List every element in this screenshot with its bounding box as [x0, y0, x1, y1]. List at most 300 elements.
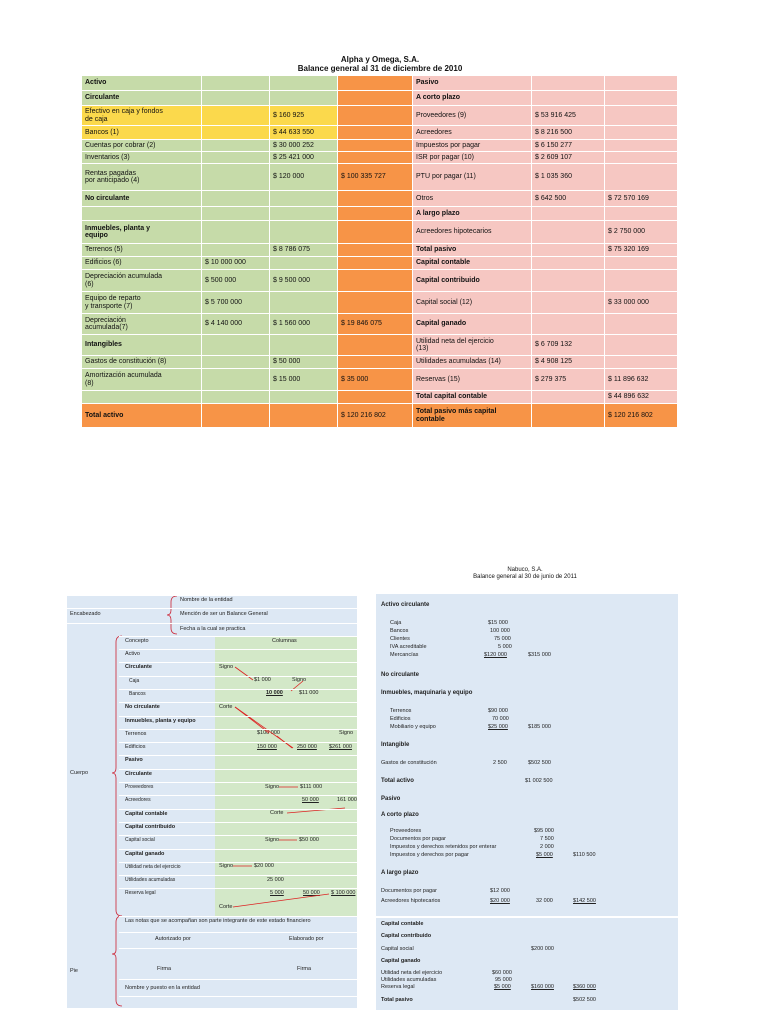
- val-50000: 50 000: [302, 797, 319, 803]
- template-row-line: [119, 729, 357, 730]
- activo-cell: [202, 126, 270, 140]
- pasivo-cell: $ 75 320 169: [605, 244, 678, 257]
- template-row-label: Caja: [129, 677, 140, 684]
- impuestos-retenidos-value: 2 000: [540, 844, 554, 850]
- balance-row: [82, 221, 678, 244]
- caja-value: $15 000: [488, 620, 508, 626]
- val-250000: 250 000: [297, 744, 317, 750]
- pasivo-cell: Otros: [413, 191, 532, 207]
- pasivo-cell: [605, 164, 678, 191]
- signo-label-3: Signo: [339, 730, 354, 736]
- activo-cell: [270, 404, 338, 428]
- pasivo-cell: Utilidades acumuladas (14): [413, 356, 532, 369]
- firma-label-1: Firma: [157, 966, 172, 972]
- activo-cell: [202, 76, 270, 91]
- pasivo-cell: [532, 91, 605, 106]
- inmuebles-total: $185 000: [528, 724, 551, 730]
- gastos-value-2: $502 500: [528, 760, 551, 766]
- pasivo-cell: Proveedores (9): [413, 106, 532, 126]
- template-row-line: [119, 676, 357, 677]
- pasivo-cell: $ 1 035 360: [532, 164, 605, 191]
- proveedores-label: Proveedores: [390, 828, 422, 834]
- mobiliario-value: $25 000: [488, 724, 508, 730]
- val-100000b: $ 100 000: [331, 890, 356, 896]
- template-row-label: Capital contable: [125, 810, 168, 817]
- pasivo-cell: Acreedores: [413, 126, 532, 140]
- pasivo-cell: $ 120 216 802: [605, 404, 678, 428]
- activo-cell: [82, 207, 202, 221]
- pasivo-cell: Impuestos por pagar: [413, 140, 532, 152]
- activo-cell: [338, 106, 413, 126]
- balance-row: [82, 164, 678, 191]
- activo-cell: [202, 221, 270, 244]
- template-row-line: [119, 822, 357, 823]
- template-row-line: [119, 875, 357, 876]
- signo-label-2: Signo: [292, 677, 307, 683]
- mercancias-value: $120 000: [484, 652, 507, 658]
- nabuco-subtitle: Balance general al 30 de junio de 2011: [473, 574, 577, 580]
- pasivo-cell: PTU por pagar (11): [413, 164, 532, 191]
- activo-cell: $ 35 000: [338, 369, 413, 391]
- activo-cell: [338, 244, 413, 257]
- template-divider: [119, 948, 357, 949]
- pasivo-cell: [605, 91, 678, 106]
- doc-largo-value: $12 000: [490, 888, 510, 894]
- template-row-line: [119, 835, 357, 836]
- total-activo-label: Total activo: [381, 778, 414, 784]
- pasivo-cell: [532, 314, 605, 335]
- bancos-label: Bancos: [390, 628, 409, 634]
- nabuco-balance-part2: [376, 918, 678, 1010]
- pasivo-cell: $ 11 896 632: [605, 369, 678, 391]
- template-divider: [67, 623, 357, 624]
- activo-cell: [270, 257, 338, 270]
- balance-title: [82, 55, 678, 73]
- largo-plazo-subtotal: 32 000: [536, 898, 553, 904]
- activo-cell: Efectivo en caja y fondos de caja: [82, 106, 202, 126]
- signo-label-1: Signo: [219, 664, 234, 670]
- pasivo-cell: [605, 356, 678, 369]
- pasivo-cell: Total pasivo: [413, 244, 532, 257]
- activo-cell: [338, 191, 413, 207]
- balance-template-diagram: [67, 596, 357, 1008]
- template-row-line: [119, 888, 357, 889]
- activo-cell: [270, 221, 338, 244]
- iva-label: IVA acreditable: [390, 644, 427, 650]
- activo-cell: [202, 335, 270, 356]
- pasivo-cell: Capital ganado: [413, 314, 532, 335]
- acre-hip-value: $20 000: [490, 898, 510, 904]
- activo-cell: [270, 76, 338, 91]
- val-150000: 150 000: [257, 744, 277, 750]
- pasivo-cell: $ 6 709 132: [532, 335, 605, 356]
- activo-cell: Inventarios (3): [82, 152, 202, 164]
- template-brackets-arrows: [67, 596, 357, 1008]
- template-row-line: [119, 849, 357, 850]
- activo-cell: $ 1 560 000: [270, 314, 338, 335]
- activo-cell: $ 5 700 000: [202, 292, 270, 314]
- activo-cell: $ 500 000: [202, 270, 270, 292]
- balance-subtitle: Balance general al 31 de diciembre de 2010: [297, 64, 463, 73]
- capital-contable-heading: Capital contable: [381, 921, 424, 927]
- activo-cell: Intangibles: [82, 335, 202, 356]
- pasivo-cell: [532, 221, 605, 244]
- pasivo-cell: [532, 404, 605, 428]
- activo-cell: [202, 207, 270, 221]
- pasivo-cell: [532, 207, 605, 221]
- pasivo-cell: Capital contable: [413, 257, 532, 270]
- doc-largo-label: Documentos por pagar: [381, 888, 437, 894]
- pasivo-cell: $ 279 375: [532, 369, 605, 391]
- reserva-label: Reserva legal: [381, 984, 415, 990]
- balance-row: [82, 369, 678, 391]
- template-row-label: Proveedores: [125, 784, 154, 790]
- pasivo-cell: $ 8 216 500: [532, 126, 605, 140]
- largo-plazo-total: $142 500: [573, 898, 596, 904]
- activo-cell: [270, 91, 338, 106]
- val-50000c: 50 000: [303, 890, 320, 896]
- reserva-value: $5 000: [494, 984, 511, 990]
- template-row-label: Pasivo: [125, 757, 143, 764]
- template-row-label: Capital ganado: [125, 850, 165, 857]
- activo-circulante-heading: Activo circulante: [381, 602, 430, 608]
- pasivo-cell: $ 72 570 169: [605, 191, 678, 207]
- pasivo-cell: [605, 335, 678, 356]
- capital-ganado-total: $160 000: [531, 984, 554, 990]
- clientes-value: 75 000: [494, 636, 511, 642]
- pasivo-cell: [532, 292, 605, 314]
- pasivo-cell: $ 4 908 125: [532, 356, 605, 369]
- balance-row: [82, 314, 678, 335]
- pasivo-cell: $ 2 750 000: [605, 221, 678, 244]
- activo-cell: [202, 191, 270, 207]
- pasivo-cell: Reservas (15): [413, 369, 532, 391]
- mobiliario-label: Mobiliario y equipo: [390, 724, 436, 730]
- pasivo-cell: A largo plazo: [413, 207, 532, 221]
- activo-cell: Activo: [82, 76, 202, 91]
- activo-cell: [202, 391, 270, 404]
- pasivo-cell: $ 6 150 277: [532, 140, 605, 152]
- activo-cell: [338, 207, 413, 221]
- pasivo-cell: $ 2 609 107: [532, 152, 605, 164]
- template-row-label: Utilidad neta del ejercicio: [125, 863, 181, 870]
- activo-cell: [338, 292, 413, 314]
- bancos-value: 100 000: [490, 628, 510, 634]
- signo-label-5: Signo: [265, 837, 280, 843]
- autorizado-label: Autorizado por: [155, 936, 191, 942]
- balance-row: [82, 292, 678, 314]
- template-row-label: Activo: [125, 651, 140, 657]
- val-261000: $261 000: [329, 744, 352, 750]
- balance-row: [82, 191, 678, 207]
- template-row-line: [119, 782, 357, 783]
- elaborado-label: Elaborado por: [289, 936, 324, 942]
- activo-cell: [338, 257, 413, 270]
- pasivo-cell: $ 53 916 425: [532, 106, 605, 126]
- template-row-label: Terrenos: [125, 730, 147, 737]
- circulante-total: $315 000: [528, 652, 551, 658]
- balance-row: [82, 270, 678, 292]
- capital-ganado-heading: Capital ganado: [381, 958, 421, 964]
- util-acum-label: Utilidades acumuladas: [381, 977, 437, 983]
- activo-cell: Edificios (6): [82, 257, 202, 270]
- no-circulante-heading: No circulante: [381, 672, 420, 678]
- pasivo-cell: Total capital contable: [413, 391, 532, 404]
- template-row-line: [119, 742, 357, 743]
- template-row-label: Circulante: [125, 664, 152, 671]
- balance-row: [82, 404, 678, 428]
- balance-row: [82, 140, 678, 152]
- balance-row: [82, 126, 678, 140]
- val-111000: $111 000: [300, 784, 323, 790]
- template-row-label: Utilidades acumuladas: [125, 877, 176, 884]
- pasivo-cell: [605, 76, 678, 91]
- activo-cell: $ 44 633 550: [270, 126, 338, 140]
- activo-cell: Terrenos (5): [82, 244, 202, 257]
- template-divider: [119, 916, 357, 917]
- impuestos-retenidos-label: Impuestos y derechos retenidos por enterar: [390, 844, 497, 850]
- nabuco-company: Nabuco, S.A.: [507, 567, 543, 573]
- activo-cell: $ 4 140 000: [202, 314, 270, 335]
- impuestos-pagar-value: $5 000: [536, 852, 553, 858]
- template-row-line: [119, 662, 357, 663]
- balance-row: [82, 391, 678, 404]
- capital-social-label: Capital social: [381, 946, 414, 952]
- template-divider: [119, 636, 357, 637]
- gastos-label: Gastos de constitución: [381, 760, 437, 766]
- activo-cell: [270, 292, 338, 314]
- activo-cell: Rentas pagadas por anticipado (4): [82, 164, 202, 191]
- documentos-value: 7 500: [540, 836, 554, 842]
- pasivo-cell: Pasivo: [413, 76, 532, 91]
- activo-cell: [202, 369, 270, 391]
- pasivo-cell: Capital social (12): [413, 292, 532, 314]
- pasivo-cell: Acreedores hipotecarios: [413, 221, 532, 244]
- activo-cell: [270, 207, 338, 221]
- pasivo-heading: Pasivo: [381, 796, 401, 802]
- pasivo-cell: [532, 270, 605, 292]
- corto-plazo-total: $110 500: [573, 852, 596, 858]
- template-row-line: [119, 649, 357, 650]
- pasivo-cell: [532, 391, 605, 404]
- edificios-value: 70 000: [492, 716, 509, 722]
- val-1000: $1 000: [254, 677, 271, 683]
- val-20000: $20 000: [254, 863, 274, 869]
- template-divider: [119, 932, 357, 933]
- activo-cell: [338, 76, 413, 91]
- foot-note: Las notas que se acompañan son parte integrante de este estado financiero: [125, 918, 311, 924]
- activo-cell: Circulante: [82, 91, 202, 106]
- signo-label-4: Signo: [265, 784, 280, 790]
- activo-cell: $ 160 925: [270, 106, 338, 126]
- pasivo-cell: [605, 106, 678, 126]
- val-5000: 5 000: [270, 890, 284, 896]
- activo-cell: $ 10 000 000: [202, 257, 270, 270]
- activo-cell: Equipo de reparto y transporte (7): [82, 292, 202, 314]
- template-row-line: [119, 809, 357, 810]
- activo-cell: $ 15 000: [270, 369, 338, 391]
- pasivo-cell: Utilidad neta del ejercicio (13): [413, 335, 532, 356]
- activo-cell: No circulante: [82, 191, 202, 207]
- activo-cell: [202, 404, 270, 428]
- util-acum-value: 95 000: [495, 977, 512, 983]
- val-25000: 25 000: [267, 877, 284, 883]
- balance-sheet-table: [82, 76, 678, 429]
- corto-plazo-heading: A corto plazo: [381, 812, 419, 818]
- impuestos-pagar-label: Impuestos y derechos por pagar: [390, 852, 469, 858]
- activo-cell: Bancos (1): [82, 126, 202, 140]
- activo-cell: [202, 152, 270, 164]
- activo-cell: [338, 152, 413, 164]
- activo-cell: [338, 140, 413, 152]
- activo-cell: [202, 106, 270, 126]
- balance-row: [82, 335, 678, 356]
- activo-cell: $ 8 786 075: [270, 244, 338, 257]
- activo-cell: $ 120 216 802: [338, 404, 413, 428]
- inmuebles-heading: Inmuebles, maquinaria y equipo: [381, 690, 473, 696]
- terrenos-value: $90 000: [488, 708, 508, 714]
- corte-label-2: Corte: [270, 810, 284, 816]
- pasivo-cell: [605, 270, 678, 292]
- template-row-label: Circulante: [125, 770, 152, 777]
- template-row-line: [119, 689, 357, 690]
- activo-cell: [338, 221, 413, 244]
- activo-cell: [202, 244, 270, 257]
- template-divider: [119, 996, 357, 997]
- nombre-puesto-label: Nombre y puesto en la entidad: [125, 985, 200, 991]
- balance-row: [82, 106, 678, 126]
- clientes-label: Clientes: [390, 636, 410, 642]
- val-50000b: $50 000: [299, 837, 319, 843]
- template-row-line: [119, 702, 357, 703]
- activo-cell: $ 50 000: [270, 356, 338, 369]
- head-item-entidad: Nombre de la entidad: [180, 597, 233, 603]
- activo-cell: [202, 91, 270, 106]
- edificios-label: Edificios: [390, 716, 411, 722]
- template-row-line: [119, 716, 357, 717]
- template-row-label: No circulante: [125, 704, 160, 711]
- activo-cell: [338, 91, 413, 106]
- pasivo-cell: [605, 314, 678, 335]
- template-row-label: Bancos: [129, 690, 146, 697]
- template-row-line: [119, 862, 357, 863]
- activo-cell: [338, 126, 413, 140]
- pasivo-cell: Total pasivo más capital contable: [413, 404, 532, 428]
- total-pasivo-label: Total pasivo: [381, 997, 413, 1003]
- activo-cell: Depreciación acumulada (6): [82, 270, 202, 292]
- pasivo-cell: [605, 140, 678, 152]
- nabuco-title: [450, 567, 600, 581]
- activo-cell: $ 120 000: [270, 164, 338, 191]
- pasivo-cell: $ 44 896 632: [605, 391, 678, 404]
- pasivo-cell: $ 642 500: [532, 191, 605, 207]
- balance-row: [82, 91, 678, 106]
- template-row-label: Capital contribuido: [125, 823, 176, 830]
- val-100000: $100 000: [257, 730, 280, 736]
- proveedores-value: $95 000: [534, 828, 554, 834]
- activo-cell: [82, 391, 202, 404]
- pasivo-cell: ISR por pagar (10): [413, 152, 532, 164]
- pasivo-cell: [605, 257, 678, 270]
- utilidad-label: Utilidad neta del ejercicio: [381, 970, 443, 976]
- intangible-heading: Intangible: [381, 742, 410, 748]
- capital-social-value: $200 000: [531, 946, 554, 952]
- activo-cell: [270, 391, 338, 404]
- activo-cell: $ 25 421 000: [270, 152, 338, 164]
- documentos-label: Documentos por pagar: [390, 836, 446, 842]
- balance-row: [82, 152, 678, 164]
- mercancias-label: Mercancías: [390, 652, 419, 658]
- activo-cell: [338, 270, 413, 292]
- pasivo-cell: [532, 257, 605, 270]
- template-divider: [119, 979, 357, 980]
- template-row-line: [119, 755, 357, 756]
- template-row-line: [119, 795, 357, 796]
- balance-row: [82, 207, 678, 221]
- concepto-label: Concepto: [125, 638, 149, 644]
- template-divider: [67, 608, 357, 609]
- gastos-value-1: 2 500: [493, 760, 507, 766]
- activo-cell: [202, 164, 270, 191]
- val-10000: 10 000: [266, 690, 283, 696]
- val-11000: $11 000: [299, 690, 319, 696]
- cuerpo-label: Cuerpo: [70, 770, 89, 776]
- val-161000: 161 000: [337, 797, 357, 803]
- largo-plazo-heading: A largo plazo: [381, 870, 419, 876]
- caja-label: Caja: [390, 620, 402, 626]
- capital-contribuido-heading: Capital contribuido: [381, 933, 432, 939]
- balance-row: [82, 257, 678, 270]
- company-name: Alpha y Omega, S.A.: [340, 55, 420, 64]
- pie-label: Pie: [70, 968, 78, 974]
- pasivo-cell: [605, 152, 678, 164]
- activo-cell: Total activo: [82, 404, 202, 428]
- activo-cell: Amortización acumulada (8): [82, 369, 202, 391]
- pasivo-cell: Capital contribuido: [413, 270, 532, 292]
- pasivo-cell: [532, 244, 605, 257]
- activo-cell: [338, 335, 413, 356]
- total-activo-value: $1 002 500: [525, 778, 553, 784]
- activo-cell: Inmuebles, planta y equipo: [82, 221, 202, 244]
- activo-cell: [270, 191, 338, 207]
- pasivo-cell: [605, 207, 678, 221]
- activo-cell: Depreciación acumulada(7): [82, 314, 202, 335]
- head-item-fecha: Fecha a la cual se practica: [180, 626, 246, 632]
- activo-cell: [202, 140, 270, 152]
- head-item-mencion: Mención de ser un Balance General: [180, 611, 268, 617]
- activo-cell: Cuentas por cobrar (2): [82, 140, 202, 152]
- activo-cell: Gastos de constitución (8): [82, 356, 202, 369]
- capital-contable-total: $360 000: [573, 984, 596, 990]
- activo-cell: [338, 391, 413, 404]
- template-row-label: Inmuebles, planta y equipo: [125, 717, 196, 724]
- nabuco-balance-part1: [376, 594, 678, 916]
- pasivo-cell: $ 33 000 000: [605, 292, 678, 314]
- pasivo-cell: [605, 126, 678, 140]
- corte-label-1: Corte: [219, 704, 233, 710]
- iva-value: 5 000: [498, 644, 512, 650]
- utilidad-value: $60 000: [492, 970, 512, 976]
- template-row-label: Capital social: [125, 837, 155, 844]
- pasivo-cell: A corto plazo: [413, 91, 532, 106]
- signo-label-6: Signo: [219, 863, 234, 869]
- activo-cell: $ 30 000 252: [270, 140, 338, 152]
- encabezado-label: Encabezado: [70, 611, 101, 617]
- corte-label-3: Corte: [219, 904, 233, 910]
- acre-hip-label: Acreedores hipotecarios: [381, 898, 441, 904]
- template-row-label: Reserva legal: [125, 890, 156, 897]
- activo-cell: [270, 335, 338, 356]
